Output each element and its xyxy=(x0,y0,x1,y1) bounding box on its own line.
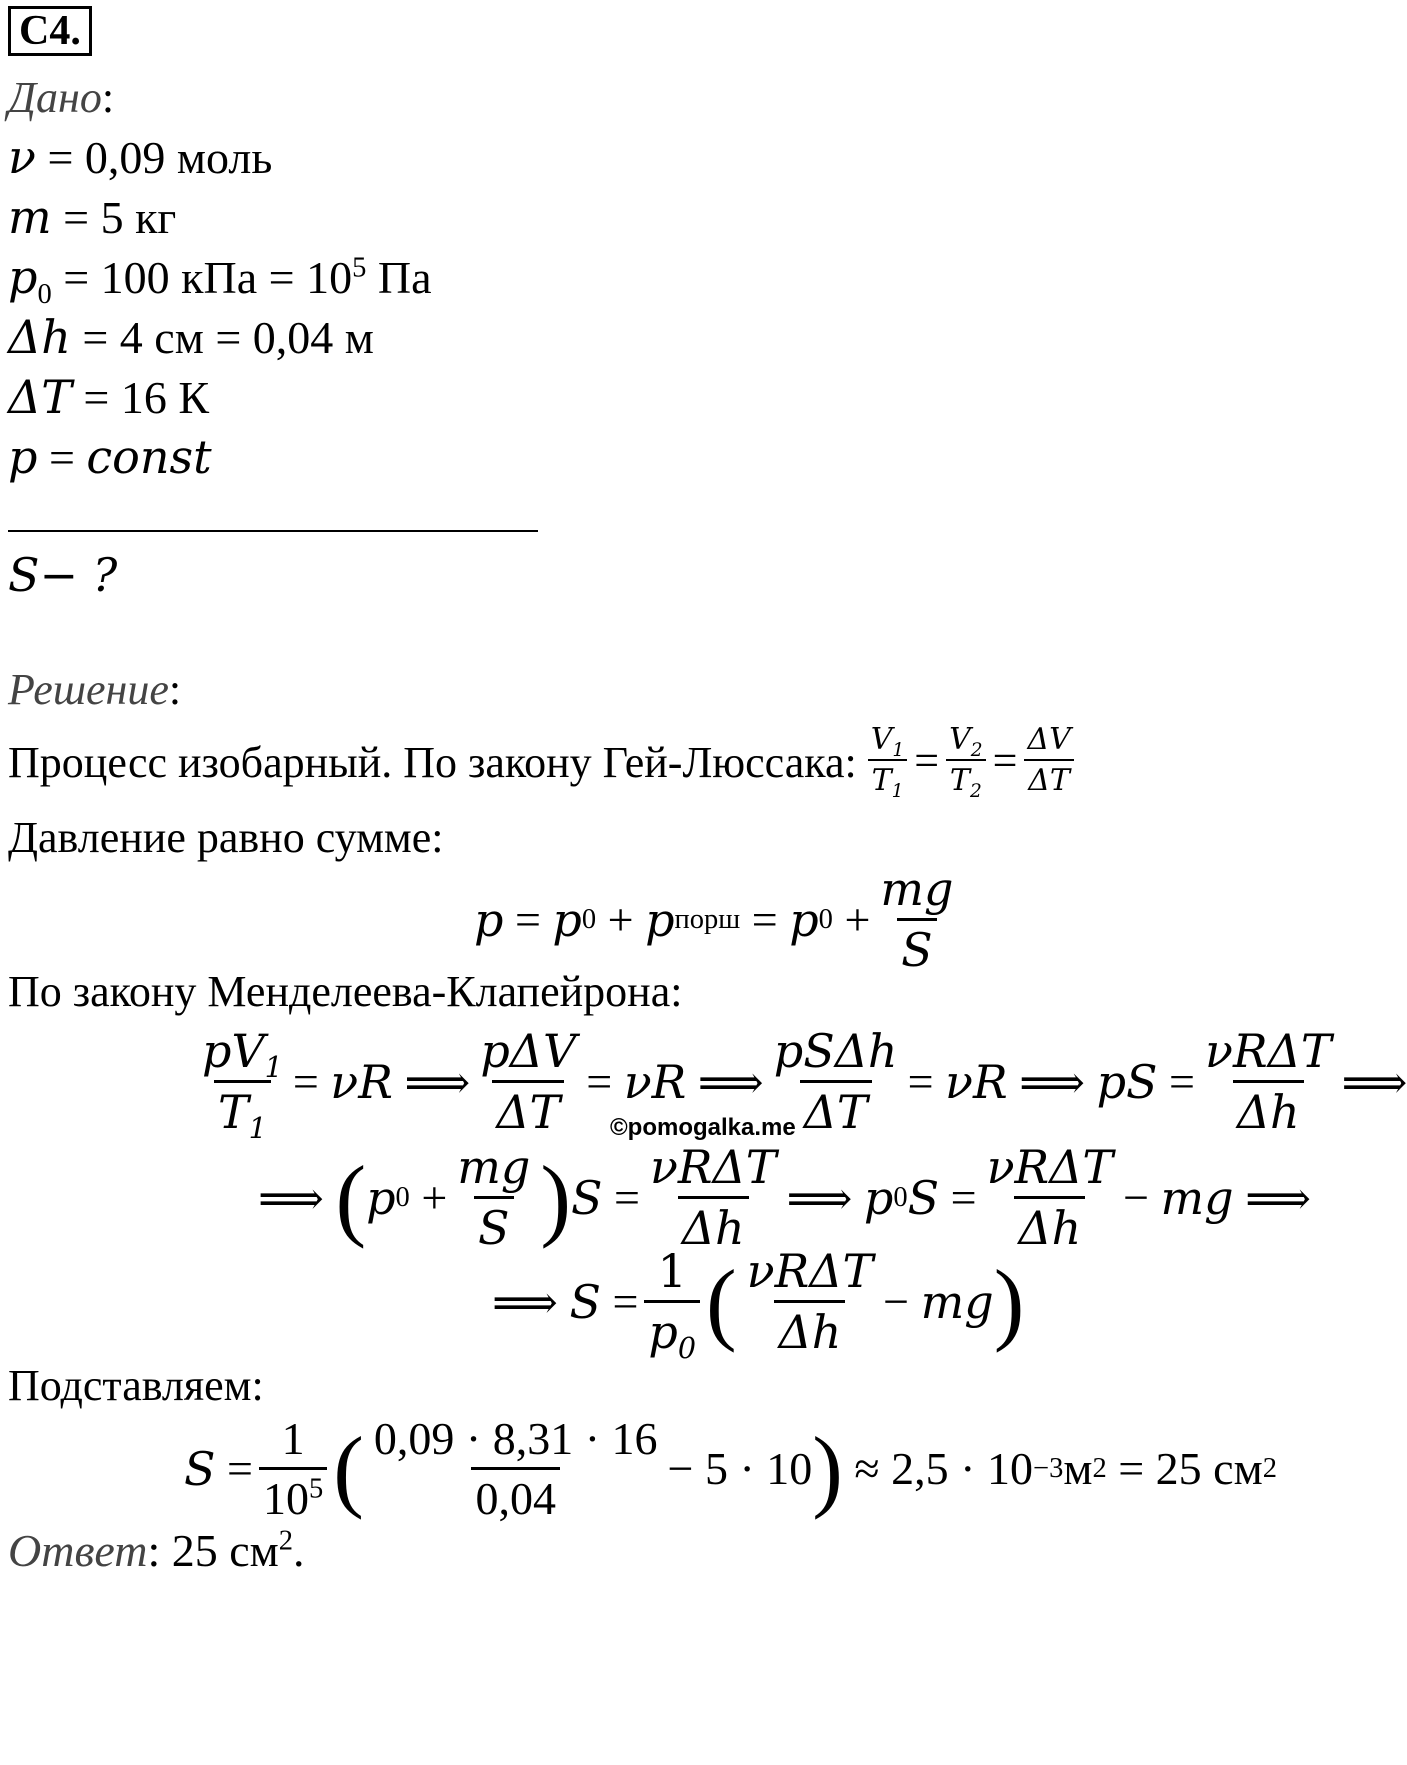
given-line-dt: ΔT = 16 К xyxy=(8,370,210,424)
given-line-dh: Δh = 4 см = 0,04 м xyxy=(8,310,374,364)
substitution-equation: S = $\frac{1}{10^5}$ ( $\frac{0,09 \cdot 8,31 \cdot 16}{0,04}$ − 5 · 10 ) ≈ 2,5 · 10 −3 м 2 = 25 см 2 xyxy=(184,1413,1277,1524)
derivation-row-2: ⟹ ( p 0 + $\frac{mg}{S}$ ) S = $\frac{\text{νRΔT}}{\Delta h}$ ⟹ p 0 S = $\frac{\text{νRΔT}}{\Delta h}$ − mg ⟹ xyxy=(258,1140,1312,1255)
given-line-nu: ν = 0,09 моль xyxy=(8,130,273,184)
derivation-row-1: $\frac{pV_1}{T_1}$ = νR ⟹ $\frac{\text{pΔV}}{\Delta T}$ = νR ⟹ $\frac{\text{pSΔh}}{\Delta T}$ = νR ⟹ pS = $\frac{\text{νRΔT}}{\Delta h}$ ⟹ xyxy=(202,1024,1407,1146)
find-line: S− ? xyxy=(8,548,118,602)
substitute-text: Подставляем: xyxy=(8,1361,264,1410)
given-line-p0: $p_0 = 100$ кПа = $10^5$ Па xyxy=(8,250,432,311)
problem-label xyxy=(8,6,92,56)
pressure-equation: p = p 0 + p порш = p 0 + $\frac{mg}{S}$ xyxy=(474,862,954,977)
gay-lussac-line: Процесс изобарный. По закону Гей-Люссака: $\frac{V_1}{T_1}$ = $\frac{V_2}{T_2}$ = $\frac{\Delta V}{\Delta T}$ xyxy=(8,722,1081,798)
given-heading: Дано: xyxy=(8,73,115,122)
watermark: ©pomogalka.me xyxy=(610,1114,796,1141)
problem-label-text: C4. xyxy=(19,8,81,54)
answer-line: Ответ: 25 $см^2$. xyxy=(8,1525,305,1576)
fraction-v2-t2: $\frac{V_2}{T_2}$ xyxy=(945,722,987,798)
given-line-m: m = 5 кг xyxy=(8,190,177,244)
mendeleev-text: По закону Менделеева-Клапейрона: xyxy=(8,967,683,1016)
given-divider xyxy=(8,530,538,532)
solution-heading: Решение: xyxy=(8,665,182,714)
given-line-p-const: p = const xyxy=(8,430,212,484)
pressure-sum-text: Давление равно сумме: xyxy=(8,813,444,862)
derivation-row-3: ⟹ S = $\frac{1}{p_0}$ ( $\frac{\text{νRΔT}}{\Delta h}$ − mg ) xyxy=(492,1244,1025,1366)
fraction-dv-dt: $\frac{\Delta V}{\Delta T}$ xyxy=(1023,722,1074,798)
fraction-v1-t1: $\frac{V_1}{T_1}$ xyxy=(867,722,909,798)
